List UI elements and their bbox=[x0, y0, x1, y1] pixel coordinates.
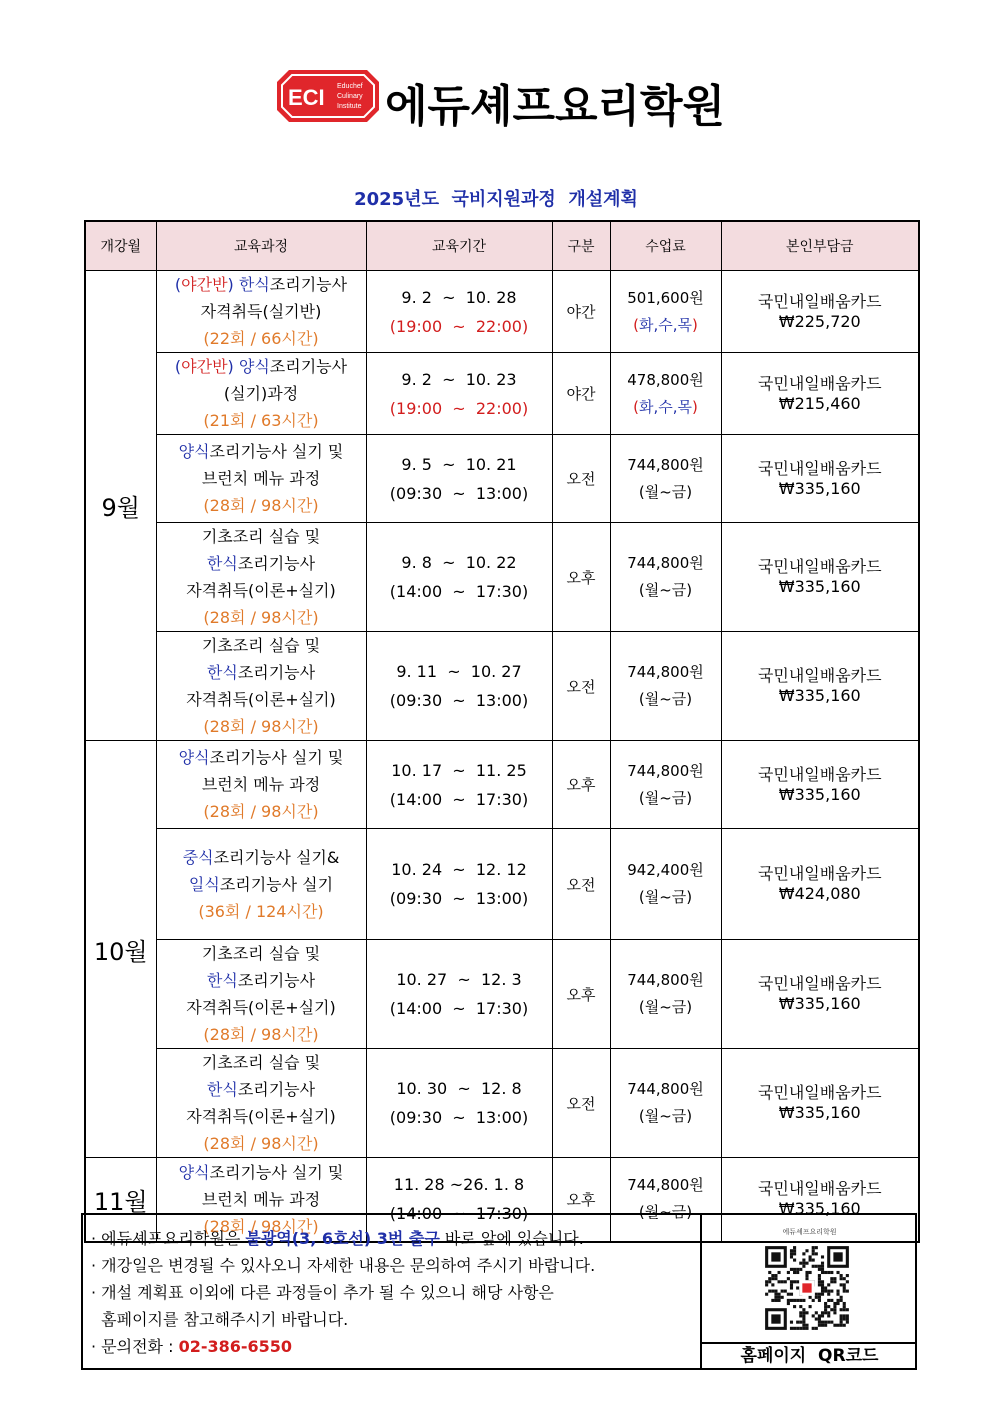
text-segment: 양식 bbox=[178, 748, 210, 767]
card-label: 국민내일배움카드 bbox=[757, 974, 882, 993]
course-line bbox=[157, 744, 366, 771]
class-days: (월~금) bbox=[638, 888, 693, 906]
month-cell: 9월 bbox=[85, 271, 156, 741]
tuition-amount: 744,800원 bbox=[627, 554, 704, 572]
self-pay-amount: ₩335,160 bbox=[778, 478, 861, 498]
text-segment: 기초조리 실습 및 bbox=[201, 636, 321, 655]
course-name-cell bbox=[156, 435, 366, 523]
text-segment: ) bbox=[227, 275, 234, 294]
self-pay-amount: ₩424,080 bbox=[778, 884, 861, 903]
table-row bbox=[85, 435, 919, 523]
card-label: 국민내일배움카드 bbox=[757, 864, 882, 883]
course-line bbox=[157, 798, 366, 825]
self-pay-amount: ₩335,160 bbox=[778, 1199, 861, 1219]
text-segment: 일식 bbox=[188, 874, 220, 894]
text-segment: 기초조리 실습 및 bbox=[201, 527, 321, 546]
table-row bbox=[85, 741, 919, 829]
text-segment: 자격취득(이론+실기) bbox=[186, 690, 336, 709]
text-segment: · 문의전화 : bbox=[91, 1337, 179, 1356]
course-name-cell bbox=[156, 1049, 366, 1158]
table-row bbox=[85, 632, 919, 741]
text-segment: 야간반 bbox=[181, 357, 228, 376]
text-segment: ) bbox=[692, 315, 698, 334]
notice-line bbox=[91, 1225, 691, 1252]
text-segment: 양식 bbox=[178, 442, 210, 461]
class-days: (월~금) bbox=[638, 998, 693, 1016]
tuition-cell bbox=[610, 435, 721, 523]
tuition-cell bbox=[610, 353, 721, 435]
notice-line bbox=[91, 1306, 691, 1333]
tuition-cell bbox=[610, 1049, 721, 1158]
tuition-cell bbox=[610, 741, 721, 829]
text-segment: · 개설 계획표 이외에 다른 과정들이 추가 될 수 있으니 해당 사항은 bbox=[91, 1283, 554, 1302]
course-line bbox=[157, 898, 366, 925]
course-line bbox=[157, 298, 366, 325]
text-segment: (22회 / 66시간) bbox=[203, 329, 319, 348]
period-cell bbox=[366, 829, 552, 940]
page-title: 2025년도 국비지원과정 개설계획 bbox=[354, 189, 638, 210]
course-line bbox=[157, 1076, 366, 1103]
tuition-amount: 501,600원 bbox=[627, 288, 704, 307]
course-line bbox=[157, 1049, 366, 1076]
notice-line bbox=[91, 1333, 691, 1360]
svg-text:Culinary: Culinary bbox=[337, 93, 363, 100]
time-range: (14:00 ~ 17:30) bbox=[389, 582, 529, 601]
time-slot-cell: 오전 bbox=[552, 435, 610, 523]
course-line bbox=[157, 550, 366, 577]
notice-line bbox=[91, 1252, 691, 1279]
course-name-cell bbox=[156, 632, 366, 741]
period-cell bbox=[366, 940, 552, 1049]
period-cell bbox=[366, 353, 552, 435]
card-label: 국민내일배움카드 bbox=[757, 764, 882, 784]
tuition-cell bbox=[610, 940, 721, 1049]
card-label: 국민내일배움카드 bbox=[757, 458, 882, 478]
course-line bbox=[157, 438, 366, 465]
text-segment: · 개강일은 변경될 수 있사오니 자세한 내용은 문의하여 주시기 바랍니다. bbox=[91, 1256, 596, 1275]
tuition-cell bbox=[610, 632, 721, 741]
self-pay-amount: ₩335,160 bbox=[778, 994, 861, 1013]
self-pay-amount: ₩335,160 bbox=[778, 784, 861, 804]
school-name: 에듀셰프요리학원 bbox=[385, 81, 726, 132]
text-segment: (실기)과정 bbox=[223, 384, 299, 403]
class-days: (월~금) bbox=[638, 482, 693, 501]
course-name-cell bbox=[156, 353, 366, 435]
course-line bbox=[157, 380, 366, 407]
course-name-cell bbox=[156, 829, 366, 940]
self-pay-cell bbox=[721, 353, 919, 435]
course-line bbox=[157, 994, 366, 1021]
text-segment: 기초조리 실습 및 bbox=[201, 1053, 321, 1072]
text-segment: 자격취득(이론+실기) bbox=[186, 998, 336, 1017]
date-range: 9. 2 ~ 10. 28 bbox=[401, 287, 517, 307]
time-range: (14:00 ~ 17:30) bbox=[389, 1204, 529, 1224]
card-label: 국민내일배움카드 bbox=[757, 1083, 882, 1102]
text-segment: (28회 / 98시간) bbox=[203, 608, 319, 627]
text-segment: 조리기능사 실기 및 bbox=[209, 748, 344, 767]
date-range: 9. 2 ~ 10. 23 bbox=[401, 369, 517, 389]
text-segment: 자격취득(이론+실기) bbox=[186, 581, 336, 600]
text-segment: 02-386-6550 bbox=[178, 1337, 293, 1356]
card-label: 국민내일배움카드 bbox=[757, 666, 882, 685]
period-cell bbox=[366, 435, 552, 523]
text-segment: ) bbox=[227, 357, 234, 376]
course-line bbox=[157, 353, 366, 380]
course-line bbox=[157, 1130, 366, 1157]
class-days: (월~금) bbox=[638, 788, 693, 807]
time-slot-cell: 오후 bbox=[552, 940, 610, 1049]
text-segment: 양식 bbox=[178, 1162, 210, 1182]
self-pay-cell bbox=[721, 632, 919, 741]
text-segment: 화,수,목 bbox=[638, 315, 692, 334]
tuition-cell bbox=[610, 271, 721, 353]
column-header: 본인부담금 bbox=[721, 221, 919, 271]
text-segment: 바로 앞에 있습니다. bbox=[439, 1229, 584, 1248]
date-range: 10. 30 ~ 12. 8 bbox=[396, 1079, 522, 1098]
self-pay-cell bbox=[721, 271, 919, 353]
course-line bbox=[157, 271, 366, 298]
date-range: 9. 11 ~ 10. 27 bbox=[396, 662, 522, 681]
text-segment: ( bbox=[633, 315, 639, 334]
text-segment: (28회 / 98시간) bbox=[203, 1134, 319, 1153]
time-slot-cell: 오후 bbox=[552, 741, 610, 829]
text-segment: 양식 bbox=[233, 357, 270, 376]
class-days: (월~금) bbox=[638, 690, 693, 708]
course-line bbox=[157, 632, 366, 659]
column-header: 수업료 bbox=[610, 221, 721, 271]
course-line bbox=[157, 1021, 366, 1048]
course-line bbox=[157, 713, 366, 740]
self-pay-cell bbox=[721, 1049, 919, 1158]
self-pay-cell bbox=[721, 435, 919, 523]
text-segment: 조리기능사 실기& bbox=[213, 847, 340, 867]
time-slot-cell: 오전 bbox=[552, 829, 610, 940]
self-pay-amount: ₩215,460 bbox=[778, 393, 861, 413]
notice-line bbox=[91, 1279, 691, 1306]
course-line bbox=[157, 844, 366, 871]
course-schedule-table bbox=[84, 220, 920, 1243]
text-segment: 조리기능사 bbox=[237, 1080, 316, 1099]
tuition-amount: 744,800원 bbox=[627, 761, 704, 780]
eci-logo-icon bbox=[275, 68, 381, 124]
period-cell bbox=[366, 523, 552, 632]
course-line bbox=[157, 407, 366, 434]
course-line bbox=[157, 940, 366, 967]
course-line bbox=[157, 1103, 366, 1130]
course-line bbox=[157, 465, 366, 492]
time-slot-cell: 야간 bbox=[552, 353, 610, 435]
course-line bbox=[157, 604, 366, 631]
card-label: 국민내일배움카드 bbox=[757, 557, 882, 576]
column-header: 구분 bbox=[552, 221, 610, 271]
text-segment: 조리기능사 bbox=[237, 663, 316, 682]
text-segment: (28회 / 98시간) bbox=[203, 1025, 319, 1044]
time-slot-cell: 오전 bbox=[552, 1049, 610, 1158]
time-range: (09:30 ~ 13:00) bbox=[389, 691, 529, 710]
column-header: 교육기간 bbox=[366, 221, 552, 271]
tuition-cell bbox=[610, 523, 721, 632]
course-line bbox=[157, 659, 366, 686]
time-range: (14:00 ~ 17:30) bbox=[389, 999, 529, 1018]
self-pay-amount: ₩335,160 bbox=[778, 686, 861, 705]
table-row bbox=[85, 523, 919, 632]
table-row bbox=[85, 829, 919, 940]
self-pay-cell bbox=[721, 829, 919, 940]
class-days bbox=[611, 312, 721, 339]
card-label: 국민내일배움카드 bbox=[757, 1179, 882, 1199]
course-line bbox=[157, 1159, 366, 1186]
text-segment: ( bbox=[174, 275, 182, 294]
table-row bbox=[85, 271, 919, 353]
class-days: (월~금) bbox=[638, 581, 693, 599]
date-range: 10. 27 ~ 12. 3 bbox=[396, 970, 522, 989]
text-segment: 중식 bbox=[182, 847, 214, 867]
time-slot-cell: 오전 bbox=[552, 632, 610, 741]
self-pay-cell bbox=[721, 523, 919, 632]
time-range: (09:30 ~ 13:00) bbox=[389, 483, 529, 503]
self-pay-cell bbox=[721, 940, 919, 1049]
svg-text:Educhef: Educhef bbox=[337, 83, 363, 90]
card-label: 국민내일배움카드 bbox=[757, 291, 882, 311]
text-segment: 한식 bbox=[206, 663, 238, 682]
text-segment: 기초조리 실습 및 bbox=[201, 944, 321, 963]
course-line bbox=[157, 771, 366, 798]
text-segment: 불광역(3, 6호선) 3번 출구 bbox=[245, 1229, 440, 1248]
course-line bbox=[157, 492, 366, 519]
course-name-cell bbox=[156, 271, 366, 353]
text-segment: 자격취득(이론+실기) bbox=[186, 1107, 336, 1126]
date-range: 9. 8 ~ 10. 22 bbox=[401, 553, 517, 572]
date-range: 11. 28 ~26. 1. 8 bbox=[393, 1175, 525, 1195]
text-segment: 한식 bbox=[206, 971, 238, 990]
course-line bbox=[157, 967, 366, 994]
text-segment: 브런치 메뉴 과정 bbox=[201, 1189, 321, 1209]
tuition-amount: 744,800원 bbox=[627, 1080, 704, 1098]
course-line bbox=[157, 1186, 366, 1213]
tuition-amount: 744,800원 bbox=[627, 971, 704, 989]
date-range: 9. 5 ~ 10. 21 bbox=[401, 454, 517, 474]
self-pay-cell bbox=[721, 741, 919, 829]
course-line bbox=[157, 686, 366, 713]
table-row bbox=[85, 353, 919, 435]
period-cell bbox=[366, 1049, 552, 1158]
tuition-amount: 744,800원 bbox=[627, 455, 704, 474]
text-segment: 한식 bbox=[206, 554, 238, 573]
text-segment: 자격취득(실기반) bbox=[200, 302, 322, 321]
text-segment: (28회 / 98시간) bbox=[203, 802, 319, 821]
text-segment: ) bbox=[692, 397, 698, 416]
time-range: (19:00 ~ 22:00) bbox=[389, 316, 529, 336]
period-cell bbox=[366, 271, 552, 353]
course-name-cell bbox=[156, 523, 366, 632]
class-days bbox=[611, 394, 721, 421]
text-segment: 브런치 메뉴 과정 bbox=[201, 775, 321, 794]
text-segment: 조리기능사 실기 bbox=[219, 874, 334, 894]
text-segment: 조리기능사 실기 및 bbox=[209, 442, 344, 461]
class-days: (월~금) bbox=[638, 1203, 693, 1222]
text-segment: (21회 / 63시간) bbox=[203, 411, 319, 430]
text-segment: (28회 / 98시간) bbox=[203, 496, 319, 515]
text-segment: 야간반 bbox=[181, 275, 228, 294]
table-header-row bbox=[85, 221, 919, 271]
qr-code-icon[interactable] bbox=[762, 1243, 852, 1333]
qr-area bbox=[700, 1215, 917, 1368]
text-segment: · 에듀셰프요리학원은 bbox=[91, 1229, 246, 1248]
self-pay-amount: ₩335,160 bbox=[778, 577, 861, 596]
tuition-cell bbox=[610, 829, 721, 940]
time-range: (09:30 ~ 13:00) bbox=[389, 1108, 529, 1127]
text-segment: (36회 / 124시간) bbox=[198, 901, 324, 921]
text-segment: ( bbox=[633, 397, 639, 416]
text-segment: 한식 bbox=[233, 275, 270, 294]
date-range: 10. 24 ~ 12. 12 bbox=[391, 860, 527, 879]
time-slot-cell: 오후 bbox=[552, 523, 610, 632]
self-pay-amount: ₩225,720 bbox=[778, 311, 861, 331]
qr-label: 홈페이지 QR코드 bbox=[702, 1342, 917, 1368]
time-range: (14:00 ~ 17:30) bbox=[389, 789, 529, 809]
month-cell: 11월 bbox=[85, 1158, 156, 1242]
date-range: 10. 17 ~ 11. 25 bbox=[391, 760, 527, 780]
table-row bbox=[85, 1049, 919, 1158]
qr-caption: 에듀셰프요리학원 bbox=[782, 1228, 837, 1236]
period-cell bbox=[366, 741, 552, 829]
month-cell: 10월 bbox=[85, 741, 156, 1158]
column-header: 개강월 bbox=[85, 221, 156, 271]
tuition-amount: 744,800원 bbox=[627, 1176, 704, 1195]
svg-text:Institute: Institute bbox=[337, 103, 362, 110]
text-segment: 조리기능사 실기 및 bbox=[209, 1162, 344, 1182]
tuition-amount: 478,800원 bbox=[627, 370, 704, 389]
text-segment: 홈페이지를 참고해주시기 바랍니다. bbox=[91, 1310, 349, 1329]
course-line bbox=[157, 523, 366, 550]
svg-text:ECI: ECI bbox=[288, 85, 325, 110]
notice-text bbox=[91, 1225, 691, 1360]
tuition-amount: 744,800원 bbox=[627, 663, 704, 681]
text-segment: (28회 / 98시간) bbox=[203, 1216, 319, 1236]
text-segment: 한식 bbox=[206, 1080, 238, 1099]
text-segment: 조리기능사 bbox=[269, 357, 348, 376]
course-line bbox=[157, 871, 366, 898]
column-header: 교육과정 bbox=[156, 221, 366, 271]
text-segment: 조리기능사 bbox=[269, 275, 348, 294]
text-segment: 조리기능사 bbox=[237, 554, 316, 573]
period-cell bbox=[366, 632, 552, 741]
tuition-amount: 942,400원 bbox=[627, 861, 704, 879]
class-days: (월~금) bbox=[638, 1107, 693, 1125]
table-row bbox=[85, 940, 919, 1049]
text-segment: 화,수,목 bbox=[638, 397, 692, 416]
text-segment: 조리기능사 bbox=[237, 971, 316, 990]
time-slot-cell: 야간 bbox=[552, 271, 610, 353]
text-segment: ( bbox=[174, 357, 182, 376]
course-name-cell bbox=[156, 741, 366, 829]
time-range: (19:00 ~ 22:00) bbox=[389, 398, 529, 418]
course-name-cell bbox=[156, 940, 366, 1049]
self-pay-amount: ₩335,160 bbox=[778, 1103, 861, 1122]
course-line bbox=[157, 325, 366, 352]
time-slot-cell: 오후 bbox=[552, 1158, 610, 1242]
text-segment: (28회 / 98시간) bbox=[203, 717, 319, 736]
time-range: (09:30 ~ 13:00) bbox=[389, 889, 529, 908]
notice-box bbox=[81, 1213, 917, 1370]
course-line bbox=[157, 577, 366, 604]
text-segment: 브런치 메뉴 과정 bbox=[201, 469, 321, 488]
card-label: 국민내일배움카드 bbox=[757, 373, 882, 393]
header bbox=[275, 64, 745, 134]
